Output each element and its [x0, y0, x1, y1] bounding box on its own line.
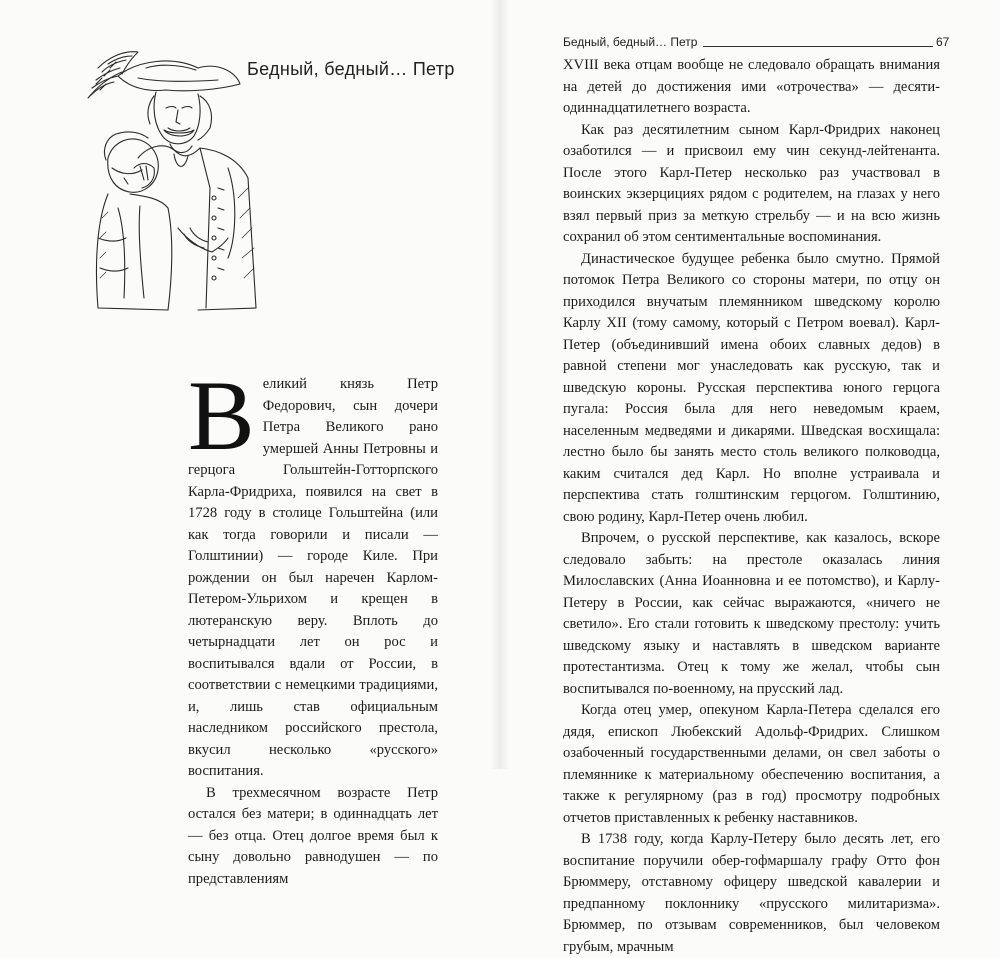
man-coat	[138, 146, 256, 310]
left-page	[0, 0, 500, 887]
paragraph: Династическое будущее ребенка было смутно. Прямой потомок Петра Великого со стороны матери, по отцу он приходился внучатым племянником шведскому королю Карлу XII (тому самому, который с Петром воевал). Карл-Петер (объединивший имена обоих славных дедов) в равной степени мог унаследовать как русскую, так и шведскую короны. Русская перспектива юного герцога пугала: Россия была для него неведомым краем, населенным медведями и дикарями. Шведская восхищала: лестно было бы занять место столь великого полководца, каким считался дед Карл. Но вполне устраивала и перспектива стать голштинским герцогом. Голштинию, свою родину, Карл-Петер очень любил.	[563, 250, 940, 525]
paragraph: Впрочем, о русской перспективе, как казалось, вскоре следовало забыть: на престоле оказалась линия Милославских (Анна Иоанновна и ее потомство), и Карлу-Петеру в России, как сейчас выражаются, «ничего не светило». Его стали готовить к шведскому престолу: учить шведскому языку и наставлять в шведском варианте протестантизма. Отец к тому же желал, чтобы сын воспитывался по-военному, на прусский лад.	[563, 530, 940, 697]
page-number: 67	[936, 35, 950, 49]
paragraph: В трехмесячном возрасте Петр остался без матери; в одиннадцать лет — без отца. Отец долгое время был к сыну довольно равнодушен — по представлениям	[188, 784, 438, 887]
running-head	[563, 35, 963, 55]
paragraph: Когда отец умер, опекуном Карла-Петера сделался его дядя, епископ Любекский Адольф-Фридрих. Слишком озабоченный государственными делами, он свел заботы о племяннике к материальному обеспечению воспитания, а также к регулярному (раз в год) просмотру подробных отчетов приставленных к ребенку наставников.	[563, 702, 940, 826]
paragraph: В 1738 году, когда Карлу-Петеру было десять лет, его воспитание поручили обер-гофмаршалу графу Отто фон Брюммеру, отставному офицеру шведской кавалерии и предпанному поклоннику «прусского милитаризма». Брюммер, по отзывам современников, был человеком грубым, мрачным	[563, 831, 940, 955]
paragraph: XVIII века отцам вообще не следовало обращать внимания на детей до достижения ими «отрочества» — десяти-одиннадцатилетнего возраста.	[563, 57, 940, 116]
left-page-body	[188, 360, 438, 890]
tricorn-hat	[118, 61, 240, 91]
running-head-rule	[703, 46, 933, 47]
drop-cap: В	[188, 360, 255, 471]
engraving-illustration	[78, 38, 268, 328]
right-page-body	[563, 55, 940, 958]
paragraph: еликий князь Петр Федорович, сын дочери Петра Великого рано умершей Анны Петровны и герцога Гольштейн-Готторпского Карла-Фридриха, появился на свет в 1728 году в столице Гольштейна (или как тогда говорили и писали — Голштинии) — городе Киле. При рождении он был наречен Карлом-Петером-Ульрихом и крещен в лютеранскую веру. Вплоть до четырнадцати лет он рос и воспитывался вдали от России, в соответствии с немецкими традициями, и, лишь став официальным наследником российского престола, вкусил несколько «русского» воспитания.	[188, 376, 438, 779]
chapter-title: Бедный, бедный… Петр	[247, 59, 455, 79]
running-head-title: Бедный, бедный… Петр	[563, 35, 698, 49]
paragraph: Как раз десятилетним сыном Карл-Фридрих наконец озаботился — и присвоил ему чин секунд-лейтенанта. После этого Карл-Петер несколько раз участвовал в воинских экзерцициях рядом с родителем, на глазах у него взял первый приз за меткую стрельбу — и на всю жизнь сохранил об этом сентиментальные воспоминания.	[563, 121, 940, 245]
